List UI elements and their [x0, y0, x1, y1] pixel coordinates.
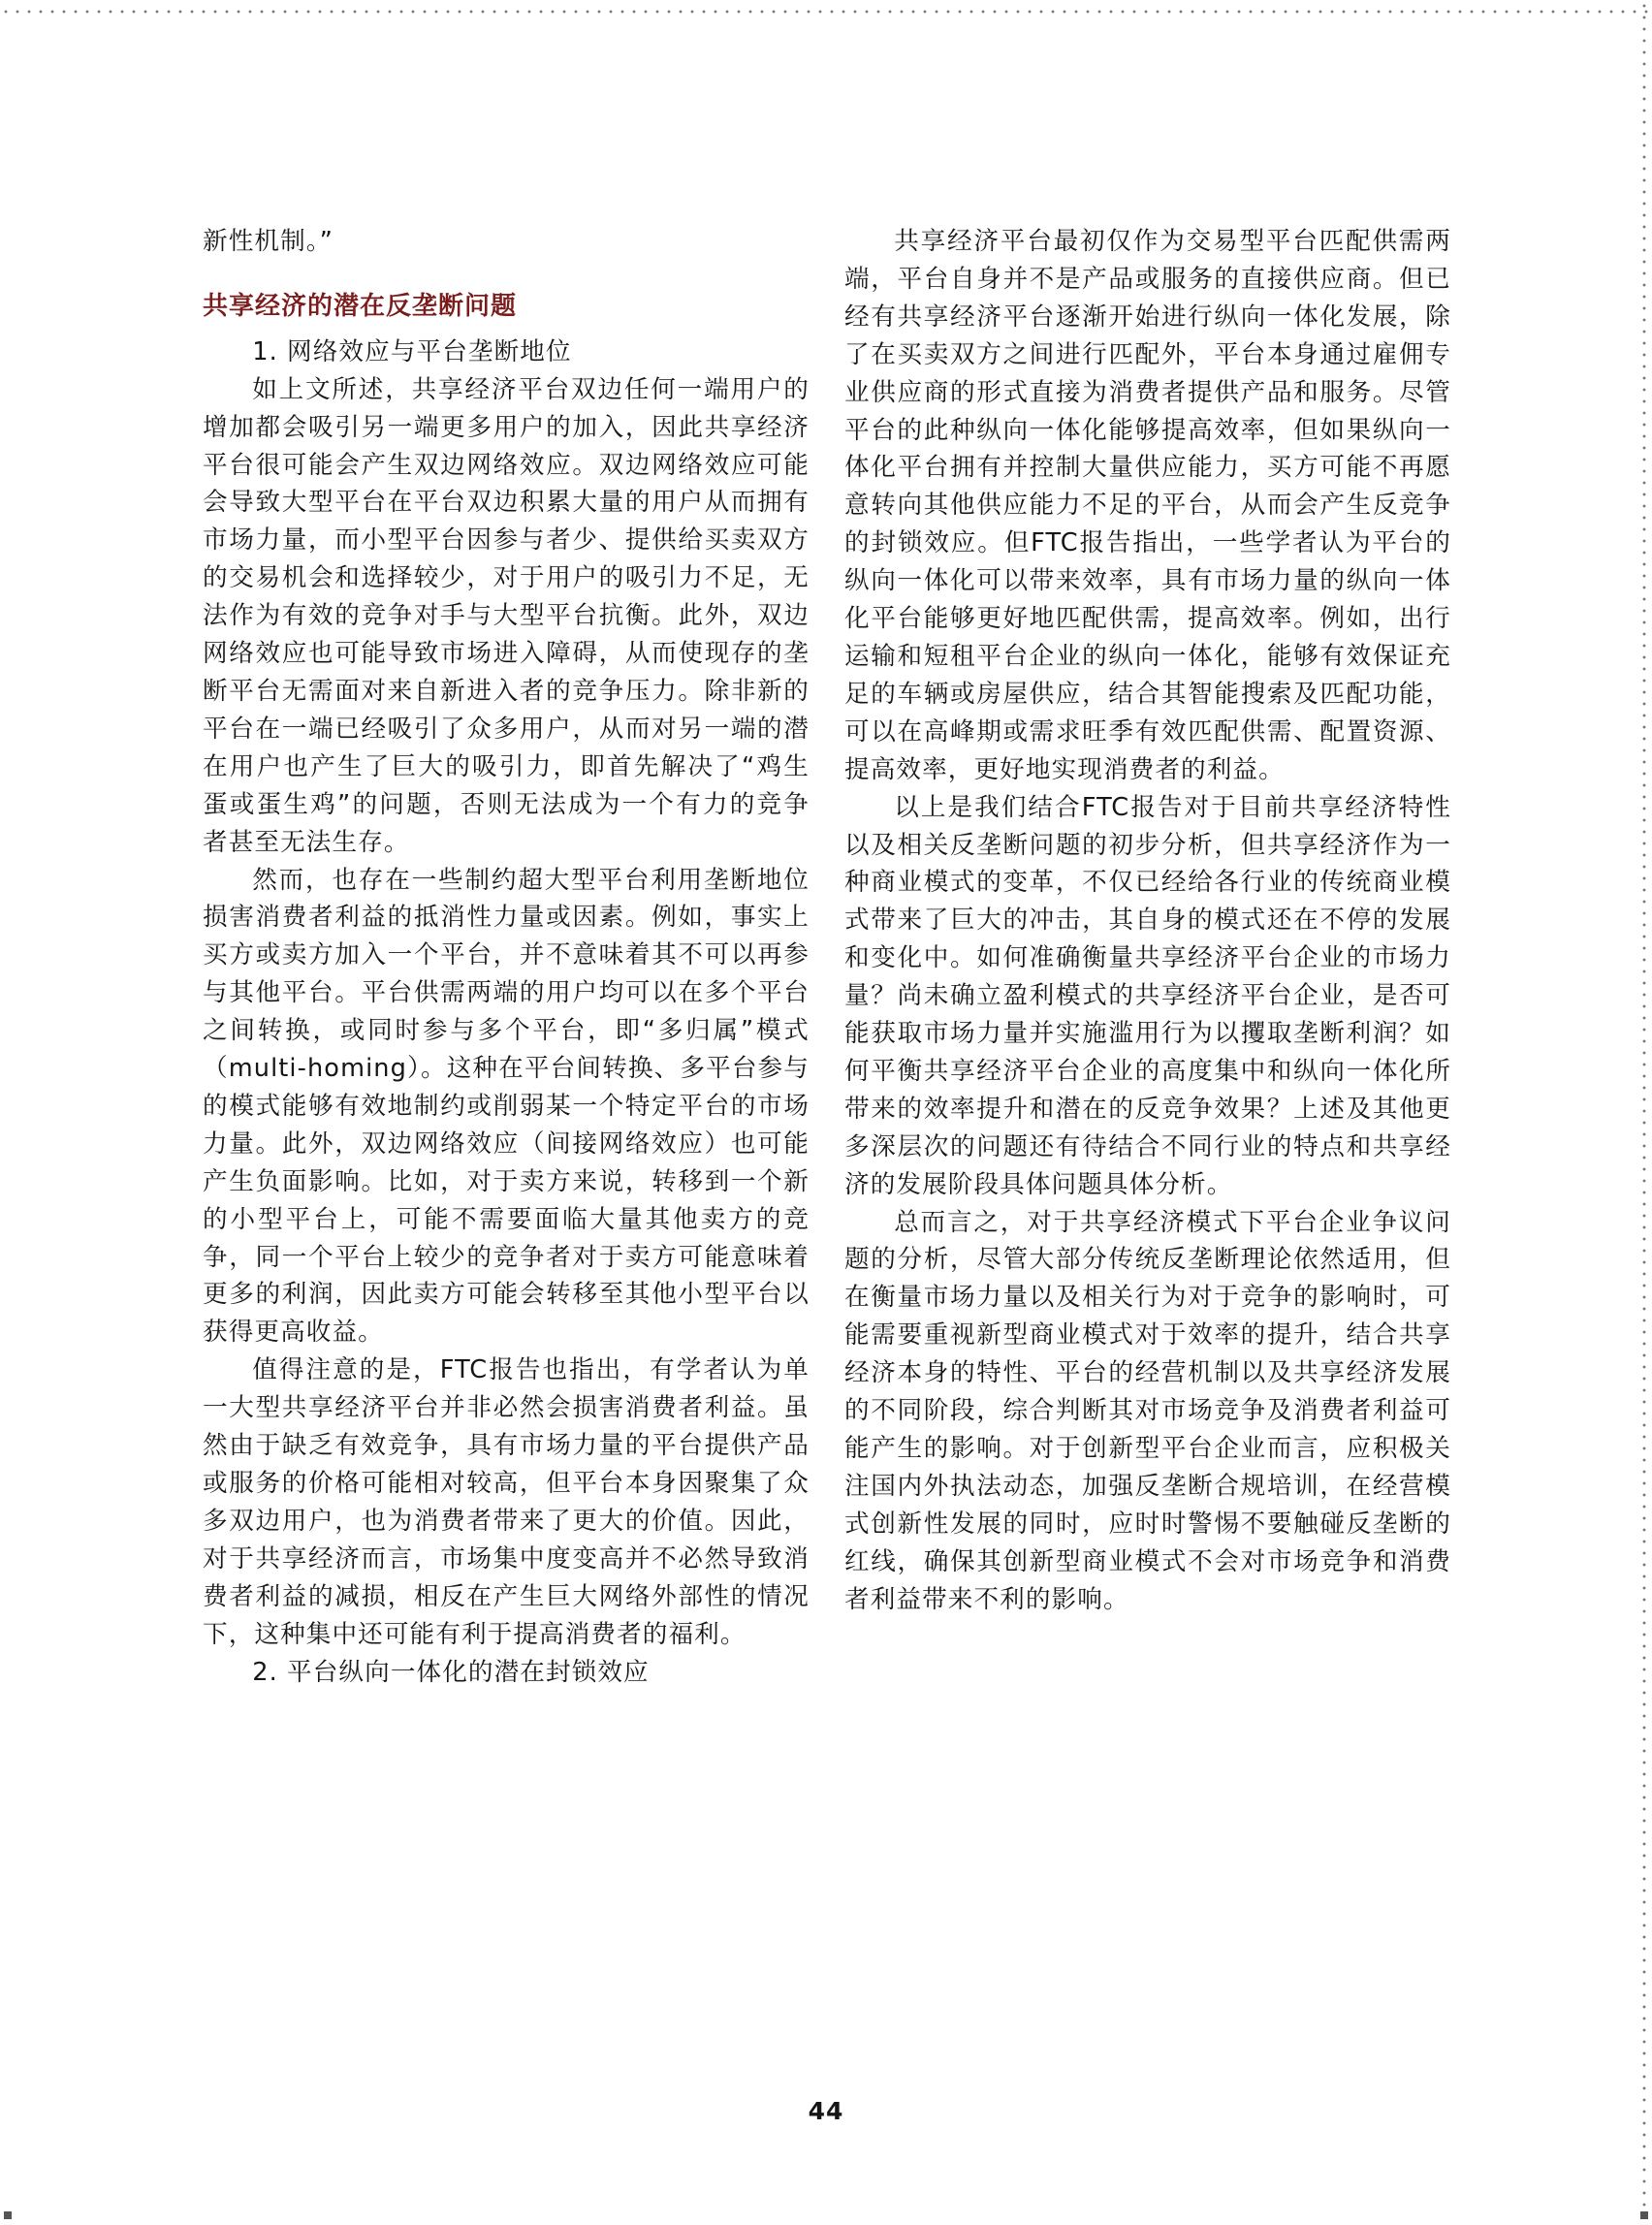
- corner-mark-bottom-left: [4, 2211, 12, 2219]
- section-heading: 共享经济的潜在反垄断问题: [203, 291, 518, 321]
- scan-dot-border-right: [1642, 0, 1646, 2225]
- subhead-network-effects: 1. 网络效应与平台垄断地位: [252, 336, 572, 366]
- scan-dot-border-top: [0, 10, 1652, 14]
- lead-text: 新性机制。”: [203, 227, 334, 256]
- page-number: 44: [808, 2097, 844, 2125]
- paragraph: 共享经济平台最初仅作为交易型平台匹配供需两端，平台自身并不是产品或服务的直接供应商。但已经有共享经济平台逐渐开始进行纵向一体化发展，除了在买卖双方之间进行匹配外，平台本身通过雇佣专业供应商的形式直接为消费者提供产品和服务。尽管平台的此种纵向一体化能够提高效率，但如果纵向一体化平台拥有并控制大量供应能力，买方可能不再愿意转向其他供应能力不足的平台，从而会产生反竞争的封锁效应。但FTC报告指出，一些学者认为平台的纵向一体化可以带来效率，具有市场力量的纵向一体化平台能够更好地匹配供需，提高效率。例如，出行运输和短租平台企业的纵向一体化，能够有效保证充足的车辆或房屋供应，结合其智能搜索及匹配功能，可以在高峰期或需求旺季有效匹配供需、配置资源、提高效率，更好地实现消费者的利益。: [844, 227, 1451, 784]
- paragraph: 如上文所述，共享经济平台双边任何一端用户的增加都会吸引另一端更多用户的加入，因此共享经济平台很可能会产生双边网络效应。双边网络效应可能会导致大型平台在平台双边积累大量的用户从而拥有市场力量，而小型平台因参与者少、提供给买卖双方的交易机会和选择较少，对于用户的吸引力不足，无法作为有效的竞争对手与大型平台抗衡。此外，双边网络效应也可能导致市场进入障碍，从而使现存的垄断平台无需面对来自新进入者的竞争压力。除非新的平台在一端已经吸引了众多用户，从而对另一端的潜在用户也产生了巨大的吸引力，即首先解决了“鸡生蛋或蛋生鸡”的问题，否则无法成为一个有力的竞争者甚至无法生存。: [203, 374, 810, 857]
- corner-mark-bottom-right: [1640, 2211, 1648, 2219]
- subhead-vertical-integration: 2. 平台纵向一体化的潜在封锁效应: [252, 1657, 650, 1687]
- left-column: [203, 223, 810, 1691]
- paragraph: 总而言之，对于共享经济模式下平台企业争议问题的分析，尽管大部分传统反垄断理论依然适用，但在衡量市场力量以及相关行为对于竞争的影响时，可能需要重视新型商业模式对于效率的提升，结合共享经济本身的特性、平台的经营机制以及共享经济发展的不同阶段，综合判断其对市场竞争及消费者利益可能产生的影响。对于创新型平台企业而言，应积极关注国内外执法动态，加强反垄断合规培训，在经营模式创新性发展的同时，应时时警惕不要触碰反垄断的红线，确保其创新型商业模式不会对市场竞争和消费者利益带来不利的影响。: [844, 1207, 1451, 1614]
- paragraph: 值得注意的是，FTC报告也指出，有学者认为单一大型共享经济平台并非必然会损害消费者利益。虽然由于缺乏有效竞争，具有市场力量的平台提供产品或服务的价格可能相对较高，但平台本身因聚集了众多双边用户，也为消费者带来了更大的价值。因此，对于共享经济而言，市场集中度变高并不必然导致消费者利益的减损，相反在产生巨大网络外部性的情况下，这种集中还可能有利于提高消费者的福利。: [203, 1355, 810, 1649]
- paragraph: 然而，也存在一些制约超大型平台利用垄断地位损害消费者利益的抵消性力量或因素。例如，事实上买方或卖方加入一个平台，并不意味着其不可以再参与其他平台。平台供需两端的用户均可以在多个平台之间转换，或同时参与多个平台，即“多归属”模式（multi-homing）。这种在平台间转换、多平台参与的模式能够有效地制约或削弱某一个特定平台的市场力量。此外，双边网络效应（间接网络效应）也可能产生负面影响。比如，对于卖方来说，转移到一个新的小型平台上，可能不需要面临大量其他卖方的竞争，同一个平台上较少的竞争者对于卖方可能意味着更多的利润，因此卖方可能会转移至其他小型平台以获得更高收益。: [203, 865, 810, 1348]
- paragraph: 以上是我们结合FTC报告对于目前共享经济特性以及相关反垄断问题的初步分析，但共享经济作为一种商业模式的变革，不仅已经给各行业的传统商业模式带来了巨大的冲击，其自身的模式还在不停的发展和变化中。如何准确衡量共享经济平台企业的市场力量？尚未确立盈利模式的共享经济平台企业，是否可能获取市场力量并实施滥用行为以攫取垄断利润？如何平衡共享经济平台企业的高度集中和纵向一体化所带来的效率提升和潜在的反竞争效果？上述及其他更多深层次的问题还有待结合不同行业的特点和共享经济的发展阶段具体问题具体分析。: [844, 792, 1451, 1199]
- right-column: [844, 223, 1451, 1619]
